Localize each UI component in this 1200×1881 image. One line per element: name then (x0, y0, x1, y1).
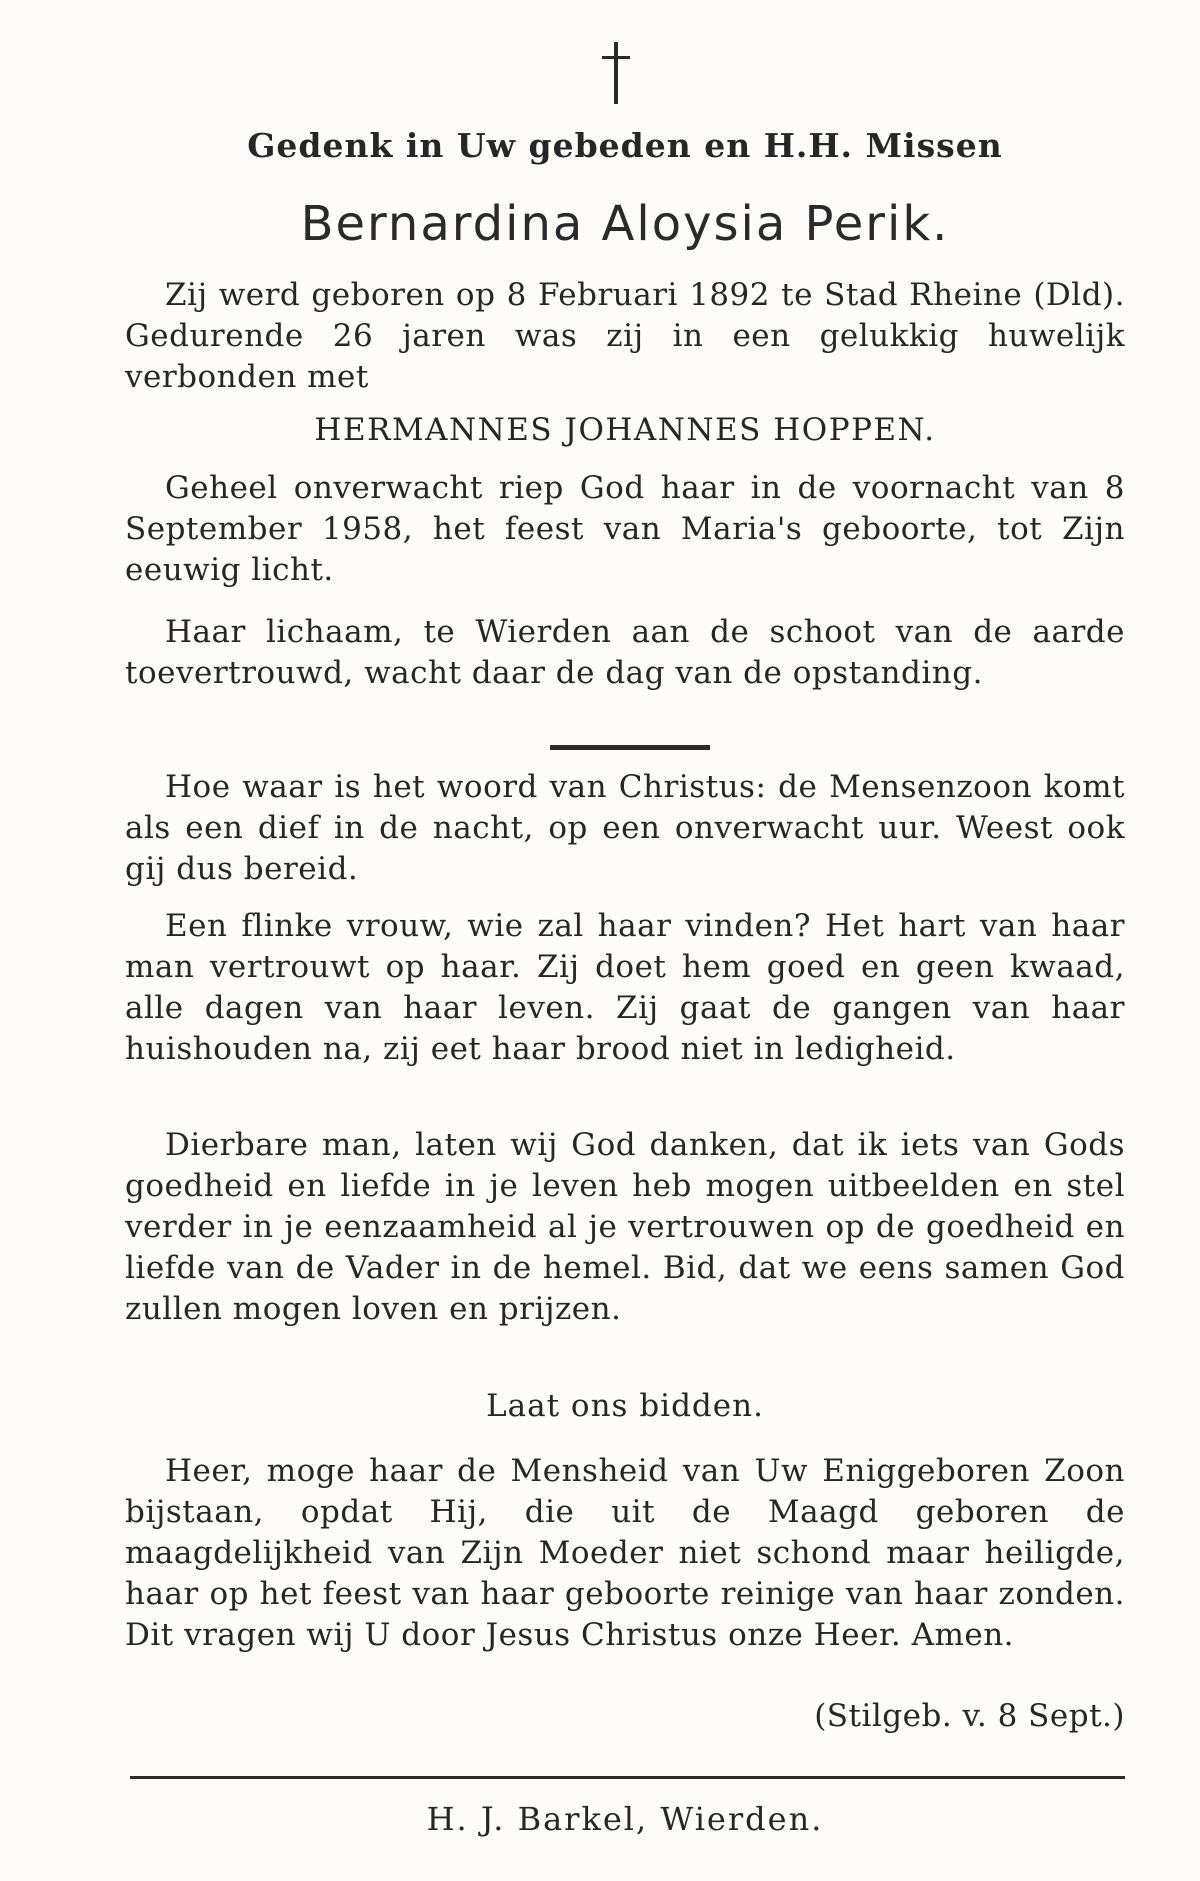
prayer-reference: (Stilgeb. v. 8 Sept.) (814, 1698, 1125, 1734)
short-divider (550, 745, 710, 750)
cross-icon (596, 42, 636, 104)
birth-paragraph: Zij werd geboren op 8 Februari 1892 te Stad Rheine (Dld). Gedurende 26 jaren was zij in een gelukkig huwelijk verbonden met (125, 277, 1125, 395)
prayer-title: Laat ons bidden. (486, 1388, 764, 1424)
farewell-paragraph: Dierbare man, laten wij God danken, dat ik iets van Gods goedheid en liefde in je leven heb mogen uitbeelden en stel verder in je eenzaamheid al je vertrouwen op de goedheid en liefde van de Vader in de hemel. Bid, dat we eens samen God zullen mogen loven en prijzen. (125, 1127, 1125, 1327)
death-paragraph: Geheel onverwacht riep God haar in de voornacht van 8 September 1958, het feest van Maria's geboorte, tot Zijn eeuwig licht. (125, 470, 1125, 588)
husband-name: HERMANNES JOHANNES HOPPEN. (314, 412, 936, 448)
prayer-text: Heer, moge haar de Mensheid van Uw Eniggeboren Zoon bijstaan, opdat Hij, die uit de Maagd geboren de maagdelijkheid van Zijn Moeder niet schond maar heiligde, haar op het feest van haar geboorte reinige van haar zonden. Dit vragen wij U door Jesus Christus onze Heer. Amen. (125, 1453, 1125, 1653)
burial-paragraph: Haar lichaam, te Wierden aan de schoot van de aarde toevertrouwd, wacht daar de dag van de opstanding. (125, 614, 1125, 691)
card-subtitle: Gedenk in Uw gebeden en H.H. Missen (247, 126, 1003, 165)
footer-divider (130, 1776, 1125, 1779)
printer-credit: H. J. Barkel, Wierden. (426, 1800, 824, 1838)
scripture-paragraph: Hoe waar is het woord van Christus: de Mensenzoon komt als een dief in de nacht, op een onverwacht uur. Weest ook gij dus bereid. (125, 769, 1125, 887)
proverbs-paragraph: Een flinke vrouw, wie zal haar vinden? Het hart van haar man vertrouwt op haar. Zij doet hem goed en geen kwaad, alle dagen van haar leven. Zij gaat de gangen van haar huishouden na, zij eet haar brood niet in ledigheid. (125, 908, 1125, 1067)
deceased-name: Bernardina Aloysia Perik. (300, 196, 950, 252)
